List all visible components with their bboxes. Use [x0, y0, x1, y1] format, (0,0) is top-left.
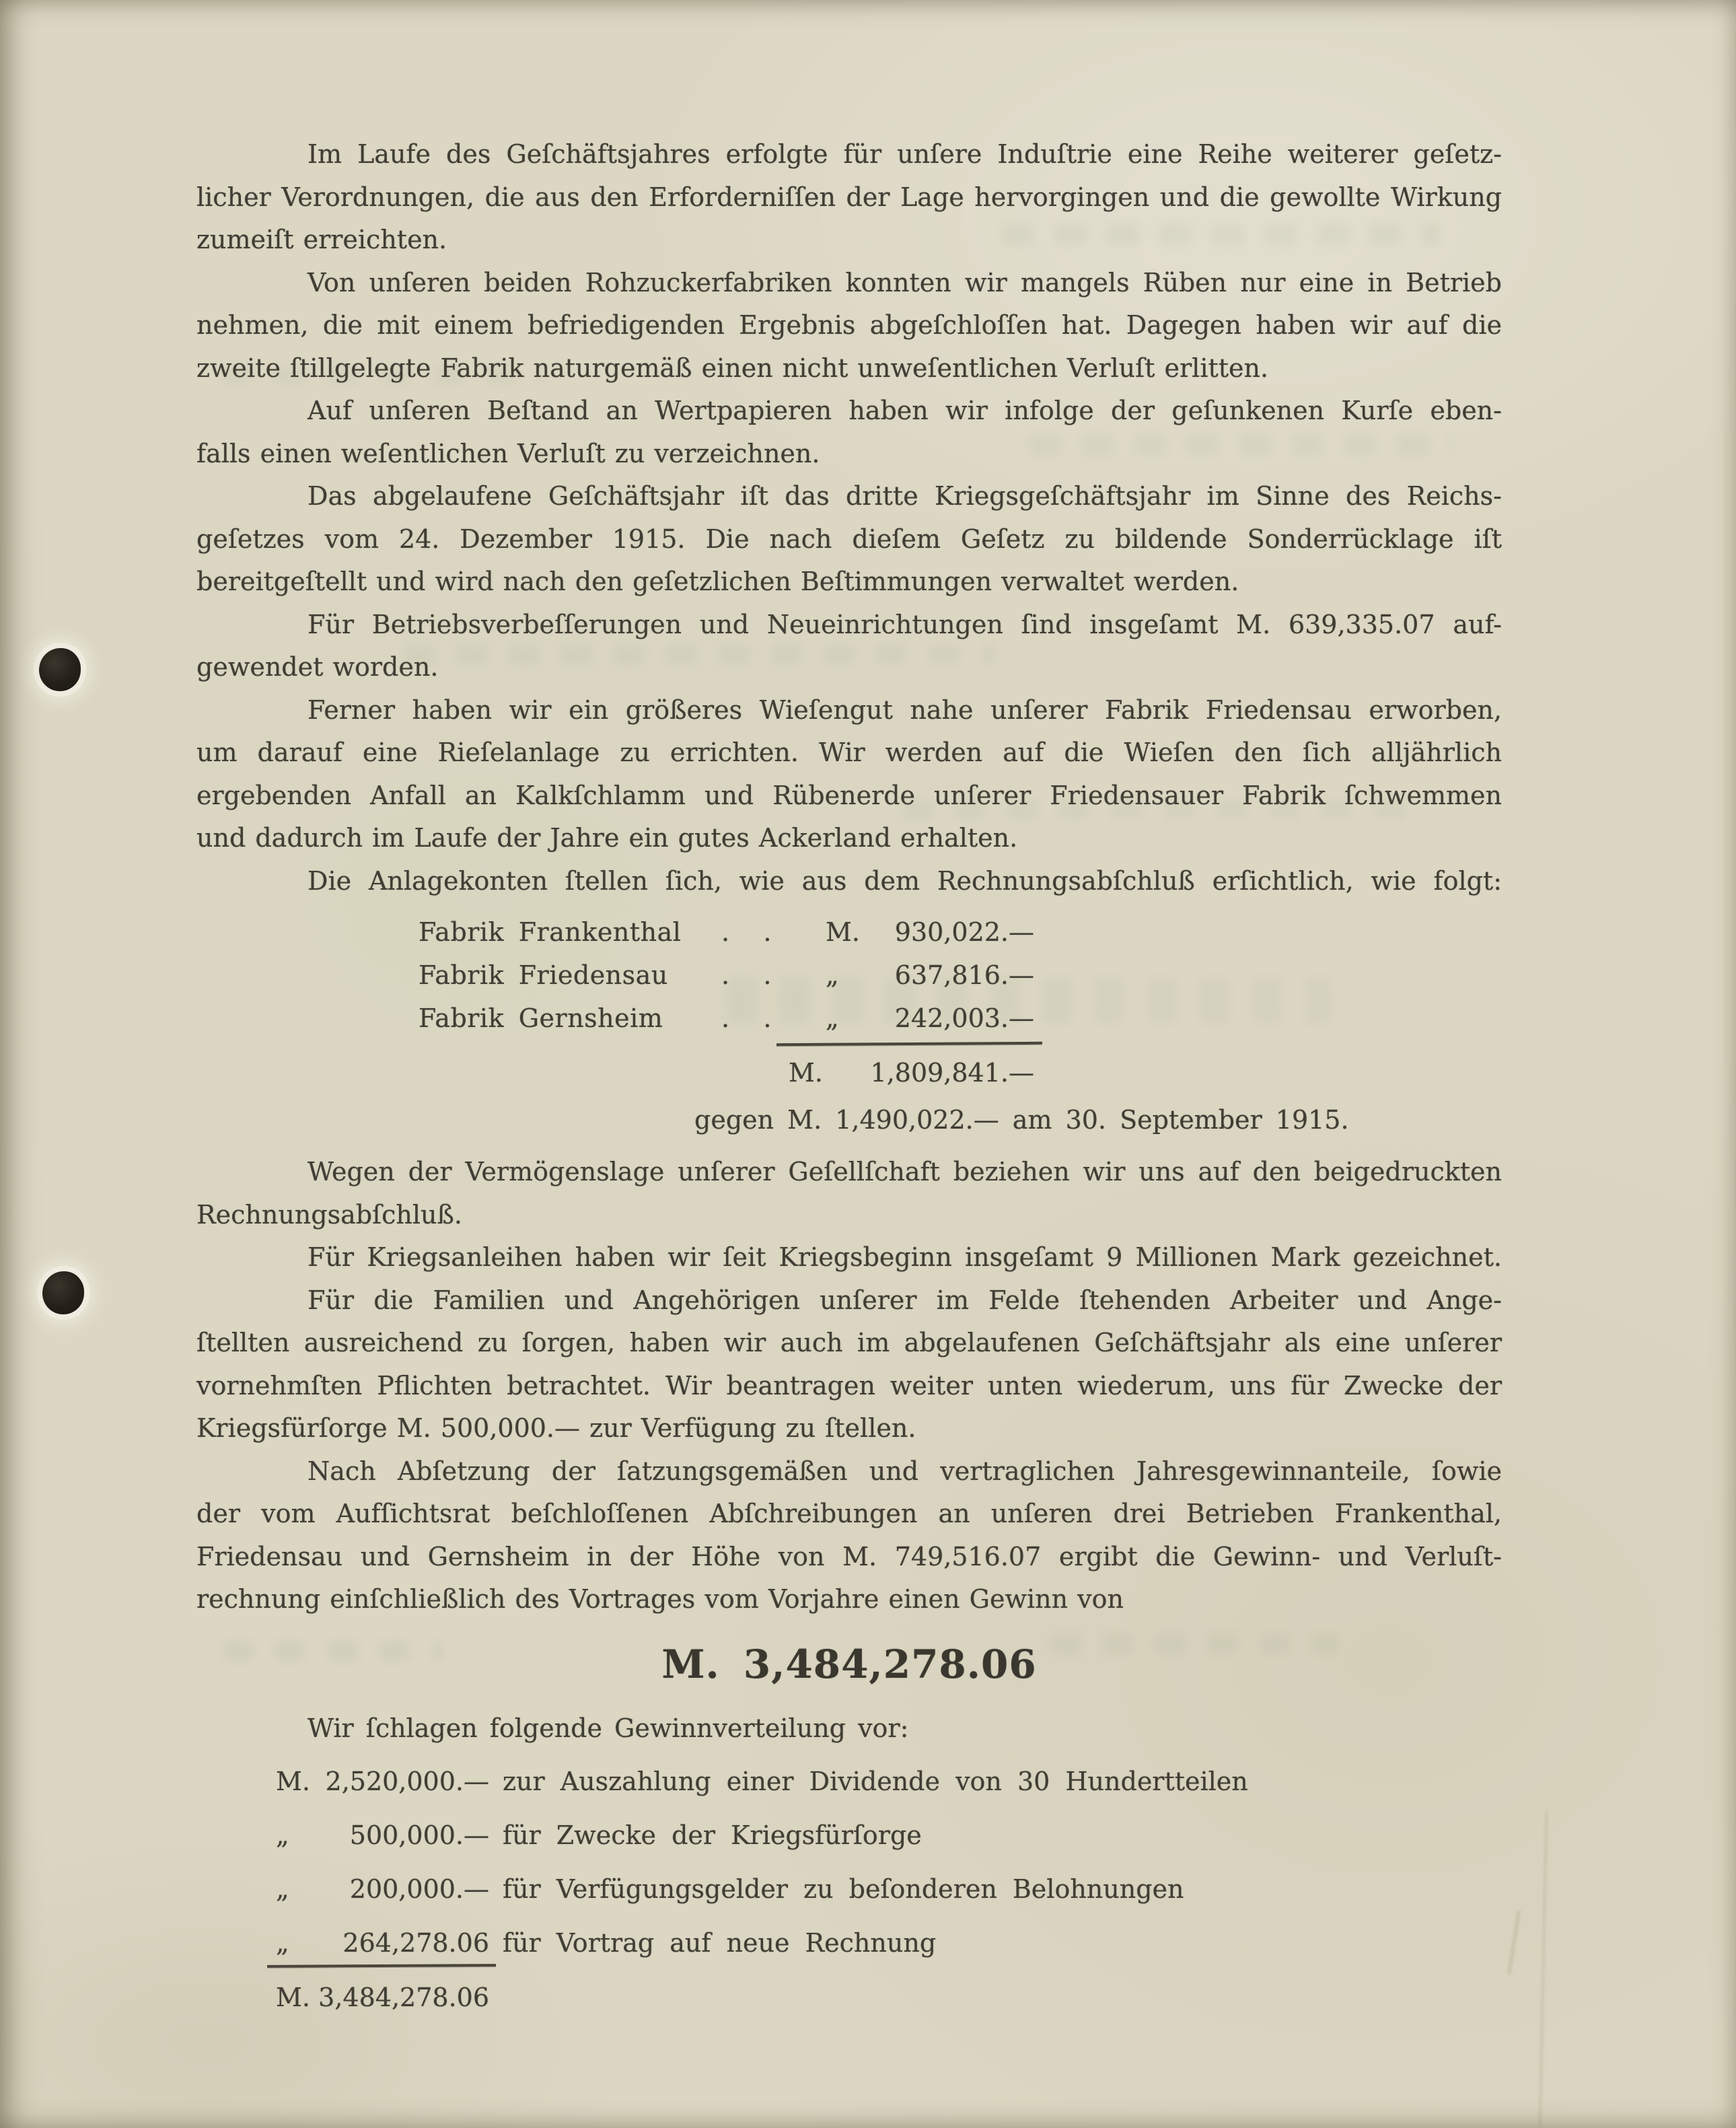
amount-value: 200,000.— — [349, 1874, 489, 1904]
table-row — [196, 911, 1502, 954]
paragraph-wiesengut — [196, 689, 1502, 860]
text-line: ergebenden Anfall an Kalkſchlamm und Rübenerde unſerer Friedensauer Fabrik ſchwemmen — [196, 780, 1502, 810]
text-line: Für Betriebsverbeſſerungen und Neueinrichtungen ſind insgeſamt M. 639,335.07 auf- — [308, 609, 1502, 639]
amount-value: 264,278.06 — [342, 1927, 489, 1958]
text-line: Auf unſeren Beſtand an Wertpapieren haben wir infolge der geſunkenen Kurſe eben- — [308, 396, 1502, 425]
paragraph-gesetzliche-verordnungen — [196, 133, 1502, 262]
text-line: falls einen weſentlichen Verluſt zu verzeichnen. — [196, 438, 820, 468]
text-line: Nach Abſetzung der ſatzungsgemäßen und vertraglichen Jahresgewinnanteile, ſowie — [308, 1456, 1502, 1486]
text-line: bereitgeſtellt und wird nach den geſetzlichen Beſtimmungen verwaltet werden. — [196, 567, 1239, 596]
table-row — [196, 1808, 1502, 1862]
comparison-line: gegen M. 1,490,022.— am 30. September 1915. — [694, 1105, 1349, 1135]
ditto-mark: „ — [276, 1927, 289, 1958]
text-line: gewendet worden. — [196, 652, 439, 682]
paper-crease — [1539, 1810, 1548, 2127]
purpose-label: für Verfügungsgelder zu beſonderen Belohnungen — [503, 1874, 1184, 1904]
text-line: Die Anlagekonten ſtellen ſich, wie aus dem Rechnungsabſchluß erſichtlich, wie folgt: — [308, 865, 1502, 896]
text-line: geſetzes vom 24. Dezember 1915. Die nach dieſem Geſetz zu bildende Sonderrücklage iſt — [196, 524, 1502, 554]
currency-mark: M. — [276, 1982, 310, 2012]
factory-label: Fabrik Friedensau — [419, 960, 668, 990]
table-row — [196, 1862, 1502, 1916]
table-row — [196, 1916, 1502, 1970]
total-amount: 3,484,278.06 — [318, 1982, 489, 2012]
ditto-mark: „ — [826, 1003, 839, 1033]
factory-label: Fabrik Gernsheim — [419, 1003, 663, 1033]
text-line: Friedensau und Gernsheim in der Höhe von M. 749,516.07 ergibt die Gewinn- und Verluſt- — [196, 1541, 1502, 1571]
ditto-mark: „ — [826, 960, 839, 990]
currency-mark: M. — [276, 1766, 310, 1796]
text-line: Von unſeren beiden Rohzuckerfabriken konnten wir mangels Rüben nur eine in Betrieb — [308, 267, 1502, 297]
ditto-mark: „ — [276, 1874, 289, 1904]
text-line: Das abgelaufene Geſchäftsjahr iſt das dritte Kriegsgeſchäftsjahr im Sinne des Reichs- — [308, 481, 1502, 511]
purpose-label: für Zwecke der Kriegsfürſorge — [503, 1820, 922, 1850]
sum-rule — [776, 1042, 1042, 1047]
table-row — [196, 997, 1502, 1040]
text-line: und dadurch im Laufe der Jahre ein gutes Ackerland erhalten. — [196, 823, 1018, 853]
paragraph-kriegsgeschaeftsjahr — [196, 475, 1502, 604]
amount-value: 242,003.— — [894, 1003, 1034, 1033]
table-total-row — [196, 1971, 1502, 2024]
distribution-intro: Wir ſchlagen folgende Gewinnverteilung vor: — [308, 1713, 909, 1743]
paragraph-vermoegenslage — [196, 1151, 1502, 1236]
paragraph-betriebsverbesserungen — [196, 604, 1502, 689]
table-total-row — [196, 1051, 1502, 1094]
profit-total-figure: M. 3,484,278.06 — [661, 1641, 1037, 1687]
amount-value: 500,000.— — [349, 1820, 489, 1850]
text-line: zweite ſtillgelegte Fabrik naturgemäß einen nicht unweſentlichen Verluſt erlitten. — [196, 353, 1269, 383]
text-line: Wegen der Vermögenslage unſerer Geſellſchaft beziehen wir uns auf den beigedruckten — [308, 1157, 1502, 1186]
table-row — [196, 1754, 1502, 1808]
text-line: der vom Aufſichtsrat beſchloſſenen Abſchreibungen an unſeren drei Betrieben Frankenthal, — [196, 1499, 1502, 1528]
amount-value: 637,816.— — [894, 960, 1034, 990]
text-line: Rechnungsabſchluß. — [196, 1199, 462, 1230]
text-column — [196, 133, 1502, 2024]
paper-scratch — [1508, 1910, 1521, 1974]
total-amount: 1,809,841.— — [870, 1058, 1034, 1088]
text-line: rechnung einſchließlich des Vortrages vom Vorjahre einen Gewinn von — [196, 1584, 1124, 1614]
text-line: Im Laufe des Geſchäftsjahres erfolgte für unſere Induſtrie eine Reihe weiterer geſetz- — [308, 139, 1502, 169]
paragraph-wertpapiere — [196, 390, 1502, 475]
paragraph-gewinnrechnung — [196, 1450, 1502, 1621]
purpose-label: zur Auszahlung einer Dividende von 30 Hundertteilen — [503, 1766, 1248, 1796]
ditto-mark: „ — [276, 1820, 289, 1850]
text-line: um darauf eine Rieſelanlage zu errichten. Wir werden auf die Wieſen den ſich alljährlich — [196, 738, 1502, 767]
currency-mark: M. — [826, 917, 860, 947]
text-line: zumeiſt erreichten. — [196, 225, 447, 254]
text-line: Für die Familien und Angehörigen unſerer im Felde ſtehenden Arbeiter und Ange- — [308, 1285, 1502, 1315]
text-line: Für Kriegsanleihen haben wir ſeit Kriegsbeginn insgeſamt 9 Millionen Mark gezeichnet. — [308, 1242, 1502, 1272]
purpose-label: für Vortrag auf neue Rechnung — [503, 1927, 937, 1958]
paragraph-rohzuckerfabriken — [196, 262, 1502, 390]
text-line: licher Verordnungen, die aus den Erforderniſſen der Lage hervorgingen und die gewollte Wirkung — [196, 182, 1502, 212]
factory-label: Fabrik Frankenthal — [419, 917, 682, 947]
distribution-table — [196, 1754, 1502, 2024]
text-line: Ferner haben wir ein größeres Wieſengut nahe unſerer Fabrik Friedensau erworben, — [308, 695, 1502, 725]
text-line: ſtellten ausreichend zu ſorgen, haben wir auch im abgelaufenen Geſchäftsjahr als eine unſerer — [196, 1328, 1502, 1357]
currency-mark: M. — [789, 1058, 823, 1088]
amount-value: 930,022.— — [894, 917, 1034, 947]
paragraph-kriegsanleihen — [196, 1236, 1502, 1279]
amount-value: 2,520,000.— — [325, 1766, 489, 1796]
dot-leader: . . — [721, 1003, 773, 1033]
dot-leader: . . — [721, 917, 773, 947]
text-line: Kriegsfürſorge M. 500,000.— zur Verfügung zu ſtellen. — [196, 1413, 916, 1443]
text-line: vornehmſten Pflichten betrachtet. Wir beantragen weiter unten wiederum, uns für Zwecke der — [196, 1370, 1502, 1400]
punch-hole-bottom — [42, 1271, 84, 1314]
paragraph-kriegsfuersorge — [196, 1279, 1502, 1450]
paragraph-anlagekonten-intro — [196, 860, 1502, 903]
text-line: nehmen, die mit einem befriedigenden Ergebnis abgeſchloſſen hat. Dagegen haben wir auf die — [196, 310, 1502, 340]
sum-rule — [267, 1964, 496, 1969]
punch-hole-top — [39, 648, 81, 691]
dot-leader: . . — [721, 960, 773, 990]
anlagekonten-table — [196, 911, 1502, 1141]
table-row — [196, 954, 1502, 997]
